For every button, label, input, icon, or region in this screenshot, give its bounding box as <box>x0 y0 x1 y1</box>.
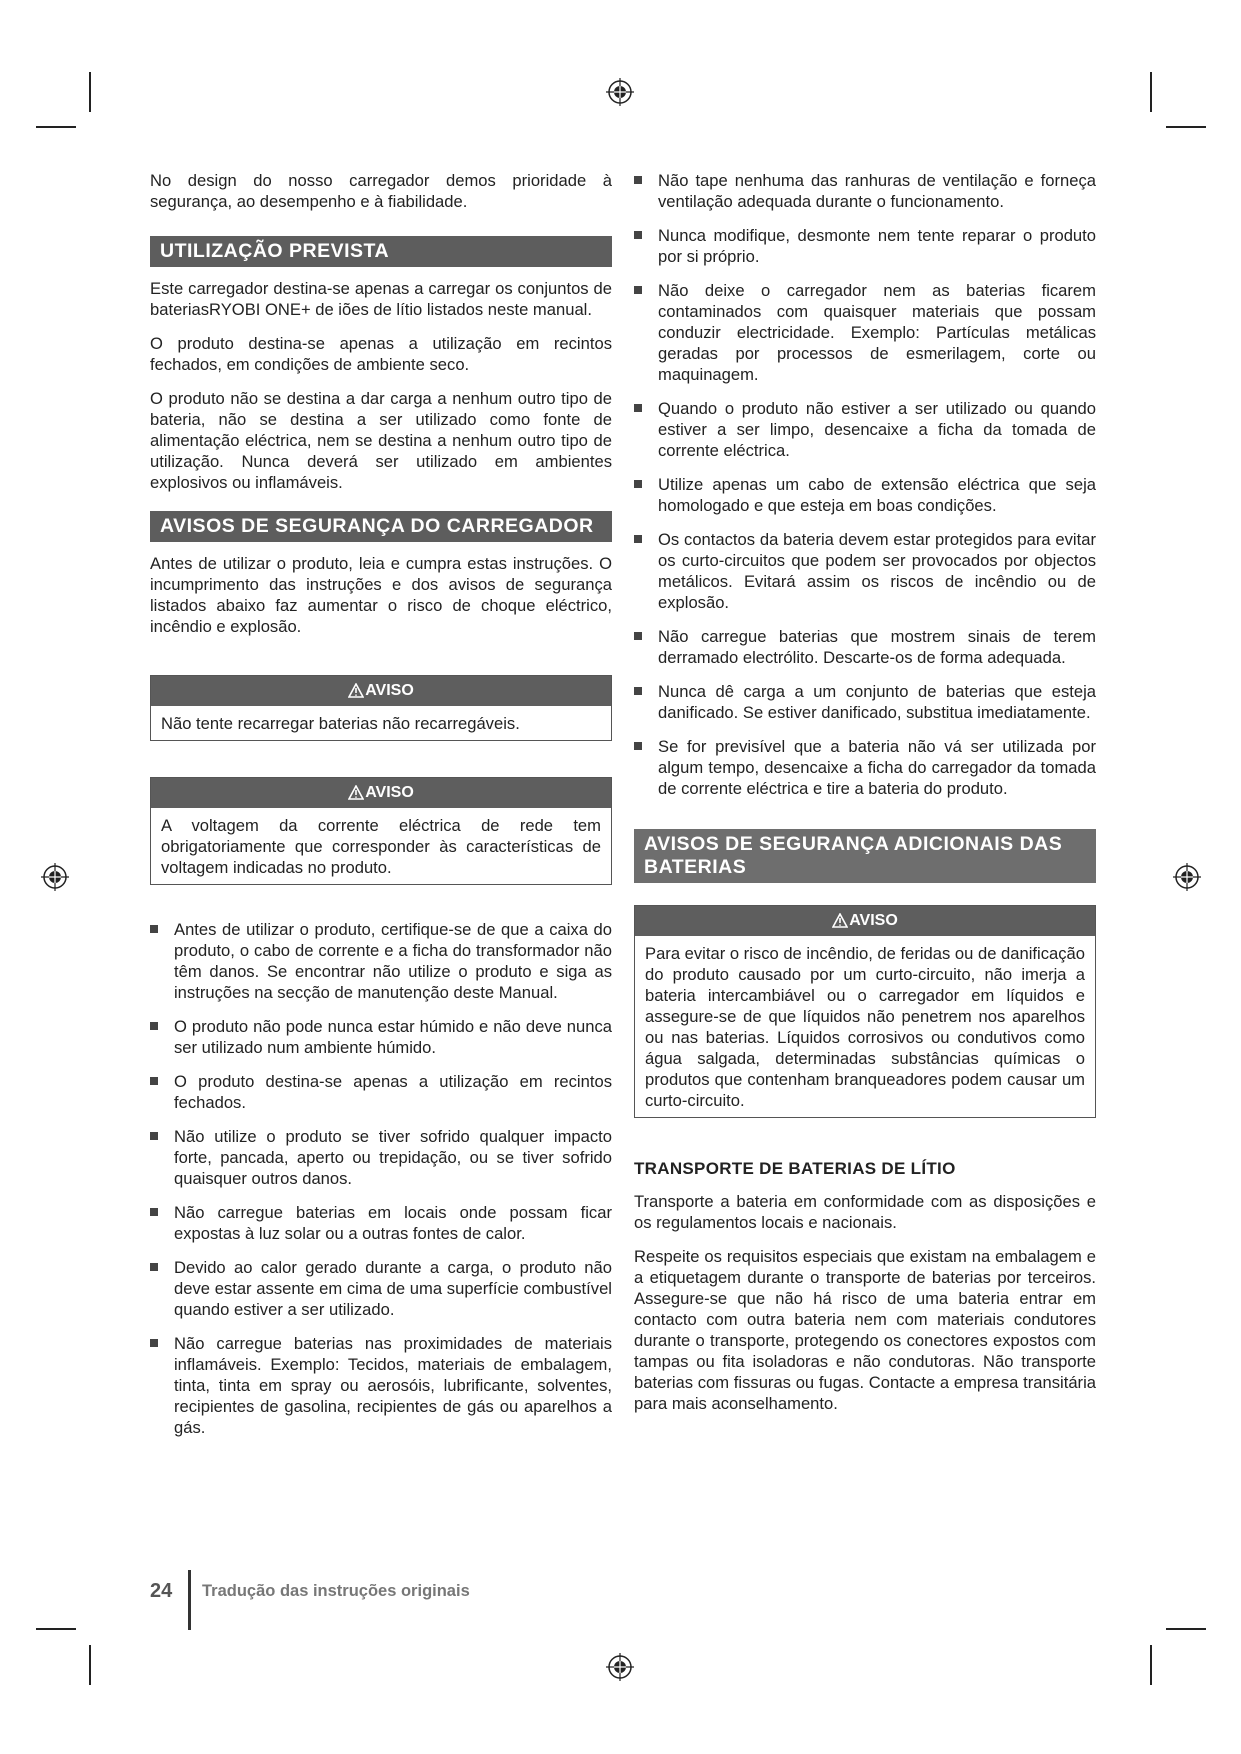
bullet-square-icon <box>150 1208 158 1216</box>
list-item: Se for previsível que a bateria não vá ser utilizada por algum tempo, desencaixe a ficha do carregador da tomada de corrente eléctrica e tire a bateria do produto. <box>634 736 1096 799</box>
bullet-square-icon <box>634 742 642 750</box>
crop-mark <box>89 72 91 112</box>
crop-mark <box>89 1645 91 1685</box>
use-paragraph: O produto não se destina a dar carga a nenhum outro tipo de bateria, não se destina a ser utilizado como fonte de alimentação eléctrica, nem se destina a nenhum outro tipo de utilização. Nunca deverá ser utilizado em ambientes explosivos ou inflamáveis. <box>150 389 612 492</box>
bullet-square-icon <box>150 1263 158 1271</box>
bullet-square-icon <box>150 925 158 933</box>
bullet-square-icon <box>634 632 642 640</box>
safety-bullet-list <box>150 919 612 1438</box>
list-item: Não carregue baterias em locais onde possam ficar expostas à luz solar ou a outras fontes de calor. <box>150 1202 612 1244</box>
crop-mark <box>1166 126 1206 128</box>
registration-mark-icon <box>40 862 70 892</box>
bullet-square-icon <box>634 176 642 184</box>
warning-text: Para evitar o risco de incêndio, de feridas ou de danificação do produto causado por um curto-circuito, não imerja a bateria intercambiável ou o carregador em líquidos e assegure-se de que líquidos não penetrem nos aparelhos ou nas baterias. Líquidos corrosivos ou condutivos como água salgada, determinadas substâncias químicas o produtos que contenham branqueadores podem causar um curto-circuito. <box>645 944 1086 1110</box>
crop-mark <box>1166 1628 1206 1630</box>
list-item: Utilize apenas um cabo de extensão eléctrica que seja homologado e que esteja em boas condições. <box>634 474 1096 516</box>
crop-mark <box>36 126 76 128</box>
list-item: Nunca modifique, desmonte nem tente reparar o produto por si próprio. <box>634 225 1096 267</box>
bullet-square-icon <box>634 480 642 488</box>
intro-paragraph: No design do nosso carregador demos prioridade à segurança, ao desempenho e à fiabilidade. <box>150 171 612 211</box>
list-item: Antes de utilizar o produto, certifique-se de que a caixa do produto, o cabo de corrente e a ficha do transformador não têm danos. Se encontrar não utilize o produto e siga as instruções na secção de manutenção deste Manual. <box>150 919 612 1003</box>
footer-divider <box>188 1570 191 1630</box>
use-paragraph: Este carregador destina-se apenas a carregar os conjuntos de bateriasRYOBI ONE+ de iões de lítio listados neste manual. <box>150 279 612 319</box>
warning-box <box>150 675 612 741</box>
bullet-square-icon <box>634 687 642 695</box>
heading-charger-safety: AVISOS DE SEGURANÇA DO CARREGADOR <box>150 511 612 542</box>
crop-mark <box>36 1628 76 1630</box>
safety-intro-paragraph: Antes de utilizar o produto, leia e cumpra estas instruções. O incumprimento das instruções e dos avisos de segurança listados abaixo faz aumentar o risco de choque eléctrico, incêndio e explosão. <box>150 554 612 636</box>
use-paragraph: O produto destina-se apenas a utilização em recintos fechados, em condições de ambiente seco. <box>150 334 612 374</box>
warning-header <box>151 676 611 706</box>
page-number: 24 <box>150 1580 173 1602</box>
warning-box <box>150 777 612 885</box>
bullet-square-icon <box>634 231 642 239</box>
list-item: Não carregue baterias que mostrem sinais de terem derramado electrólito. Descarte-os de forma adequada. <box>634 626 1096 668</box>
warning-triangle-icon <box>832 913 848 928</box>
warning-triangle-icon <box>348 785 364 800</box>
list-item: Não carregue baterias nas proximidades de materiais inflamáveis. Exemplo: Tecidos, materiais de embalagem, tinta, tinta em spray ou aerosóis, lubrificante, solventes, recipientes de gasolina, recipientes de gás ou aparelhos a gás. <box>150 1333 612 1438</box>
list-item: Os contactos da bateria devem estar protegidos para evitar os curto-circuitos que podem ser provocados por objectos metálicos. Evitará assim os riscos de incêndio ou de explosão. <box>634 529 1096 613</box>
crop-mark <box>1150 1645 1152 1685</box>
bullet-square-icon <box>634 535 642 543</box>
safety-bullet-list <box>634 170 1096 799</box>
bullet-square-icon <box>634 404 642 412</box>
bullet-square-icon <box>150 1077 158 1085</box>
warning-header <box>635 906 1095 936</box>
registration-mark-icon <box>1172 862 1202 892</box>
warning-label: AVISO <box>365 682 414 699</box>
warning-label: AVISO <box>365 784 414 801</box>
heading-intended-use: UTILIZAÇÃO PREVISTA <box>150 236 612 267</box>
warning-label: AVISO <box>849 912 898 929</box>
list-item: Não tape nenhuma das ranhuras de ventilação e forneça ventilação adequada durante o funcionamento. <box>634 170 1096 212</box>
bullet-square-icon <box>150 1022 158 1030</box>
transport-paragraph: Respeite os requisitos especiais que existam na embalagem e a etiquetagem durante o transporte de baterias por terceiros. Assegure-se que não há risco de uma bateria entrar em contacto com outra bateria nem com materiais condutores durante o transporte, protegendo os conectores expostos com tampas ou fita isoladoras e não condutoras. Não transporte baterias com fissuras ou fugas. Contacte a empresa transitária para mais aconselhamento. <box>634 1247 1096 1413</box>
right-column <box>634 170 1096 1427</box>
bullet-square-icon <box>150 1339 158 1347</box>
registration-mark-icon <box>605 77 635 107</box>
warning-text: A voltagem da corrente eléctrica de rede tem obrigatoriamente que corresponder às características de voltagem indicadas no produto. <box>161 816 601 877</box>
heading-lithium-transport: TRANSPORTE DE BATERIAS DE LÍTIO <box>634 1159 956 1178</box>
list-item: O produto destina-se apenas a utilização em recintos fechados. <box>150 1071 612 1113</box>
warning-box <box>634 905 1096 1118</box>
list-item: Nunca dê carga a um conjunto de baterias que esteja danificado. Se estiver danificado, substitua imediatamente. <box>634 681 1096 723</box>
left-column <box>150 170 612 1451</box>
heading-battery-safety: AVISOS DE SEGURANÇA ADICIONAIS DAS BATERIAS <box>634 829 1096 883</box>
list-item: O produto não pode nunca estar húmido e não deve nunca ser utilizado num ambiente húmido. <box>150 1016 612 1058</box>
bullet-square-icon <box>150 1132 158 1140</box>
bullet-square-icon <box>634 286 642 294</box>
warning-header <box>151 778 611 808</box>
transport-paragraph: Transporte a bateria em conformidade com as disposições e os regulamentos locais e nacionais. <box>634 1192 1096 1232</box>
footer-title: Tradução das instruções originais <box>202 1582 470 1600</box>
warning-text: Não tente recarregar baterias não recarregáveis. <box>161 714 520 733</box>
list-item: Quando o produto não estiver a ser utilizado ou quando estiver a ser limpo, desencaixe a ficha da tomada de corrente eléctrica. <box>634 398 1096 461</box>
list-item: Não deixe o carregador nem as baterias ficarem contaminados com quaisquer materiais que possam conduzir electricidade. Exemplo: Partículas metálicas geradas por processos de esmerilagem, corte ou maquinagem. <box>634 280 1096 385</box>
list-item: Devido ao calor gerado durante a carga, o produto não deve estar assente em cima de uma superfície combustível quando estiver a ser utilizado. <box>150 1257 612 1320</box>
crop-mark <box>1150 72 1152 112</box>
list-item: Não utilize o produto se tiver sofrido qualquer impacto forte, pancada, aperto ou trepidação, ou se tiver sofrido quaisquer outros danos. <box>150 1126 612 1189</box>
registration-mark-icon <box>605 1652 635 1682</box>
warning-triangle-icon <box>348 683 364 698</box>
